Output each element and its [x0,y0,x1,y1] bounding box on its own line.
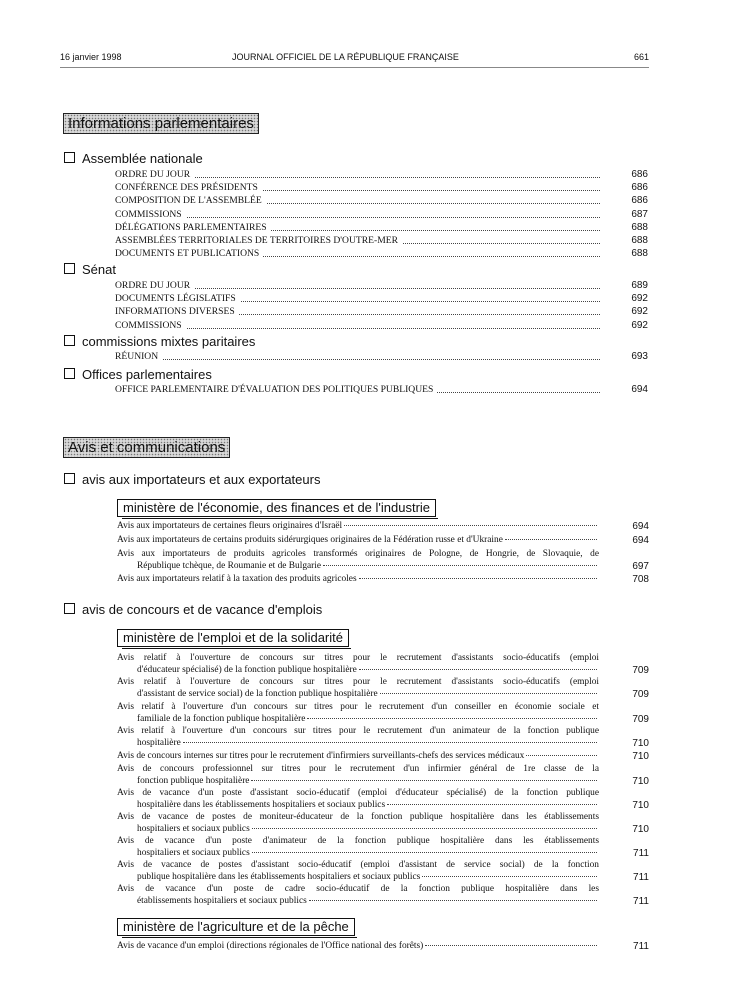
banner-informations-parlementaires: Informations parlementaires [63,113,259,134]
toc-entry [115,319,648,332]
checkbox-square-icon [64,152,75,163]
dot-leader [309,900,597,901]
avis-entry [117,836,649,859]
checkbox-square-icon [64,603,75,614]
avis-entry [117,521,649,533]
ministry-agriculture-box: ministère de l'agriculture et de la pêche [117,918,355,936]
avis-entry-line: hospitaliers et sociaux publics [117,824,599,836]
avis-entry-line: publique hospitalière dans les établissements hospitaliers et sociaux publics [117,872,599,884]
avis-entry [117,726,649,749]
avis-entry-line: Avis de vacance d'un poste d'animateur de la fonction publique hospitalière dans les établissements [117,836,599,846]
avis-entry-page: 710 [632,799,649,811]
section-assemblee-nationale [64,151,203,167]
avis-entry-text [117,751,599,763]
header-page-number: 661 [633,52,649,62]
avis-entry [117,764,649,787]
section-title: Sénat [82,262,116,277]
dot-leader [115,217,600,218]
toc-entry [115,181,648,194]
toc-entry [115,305,648,318]
toc-entry-page: 688 [631,235,648,246]
toc-entry-page: 693 [631,351,648,362]
toc-entry [115,292,648,305]
section-offices-parlementaires [64,367,212,383]
checkbox-square-icon [64,368,75,379]
toc-entry-label: DÉLÉGATIONS PARLEMENTAIRES [115,221,271,234]
avis-entry [117,574,649,586]
avis-entry-line: Avis aux importateurs de certaines fleurs originaires d'Israël [117,521,599,533]
avis-entry-line: Avis de vacance d'un emploi (directions régionales de l'Office national des forêts) [117,941,599,953]
avis-entry-page: 711 [633,871,649,883]
avis-entry-line: République tchèque, de Roumanie et de Bulgarie [117,561,599,573]
section-title: avis aux importateurs et aux exportateurs [82,472,321,487]
avis-entry-page: 710 [632,737,649,749]
avis-entry-line: Avis relatif à l'ouverture d'un concours sur titres pour le recrutement d'un conseiller en économie sociale et [117,702,599,712]
avis-entry [117,812,649,835]
toc-entry-label: OFFICE PARLEMENTAIRE D'ÉVALUATION DES POLITIQUES PUBLIQUES [115,383,437,396]
toc-entry-page: 687 [631,208,648,220]
toc-entry-label: DOCUMENTS ET PUBLICATIONS [115,247,263,260]
avis-entry-line: Avis de vacance d'un poste de cadre socio-éducatif de la fonction publique hospitalière dans les [117,884,599,894]
avis-entry-line: d'éducateur spécialisé) de la fonction publique hospitalière [117,665,599,677]
toc-entry-label: ASSEMBLÉES TERRITORIALES DE TERRITOIRES D'OUTRE-MER [115,234,402,247]
dot-leader [323,565,597,566]
toc-entry-label: ORDRE DU JOUR [115,279,194,292]
checkbox-square-icon [64,335,75,346]
avis-entry-page: 709 [632,688,649,700]
avis-entry-line: hospitalière [117,738,599,750]
toc-entry-label: COMMISSIONS [115,208,186,221]
avis-entry-page: 711 [633,847,649,859]
avis-entry-page: 711 [633,895,649,907]
avis-entry-page: 710 [632,823,649,835]
avis-entry-line: Avis relatif à l'ouverture de concours sur titres pour le recrutement d'assistants socio-éducatifs (emploi [117,653,599,663]
avis-entry-line: familiale de la fonction publique hospitalière [117,714,599,726]
avis-entry-line: établissements hospitaliers et sociaux publics [117,896,599,908]
banner-avis-communications: Avis et communications [63,437,230,458]
toc-entry [115,247,648,260]
avis-entry-text [117,549,599,572]
dot-leader [344,525,597,526]
dot-leader [526,755,597,756]
avis-entry [117,788,649,811]
avis-entry-line: Avis de vacance de postes de moniteur-éducateur de la fonction publique hospitalière dans les établissements [117,812,599,822]
toc-entry-label: DOCUMENTS LÉGISLATIFS [115,292,240,305]
avis-entry [117,549,649,572]
toc-entry-page: 686 [631,195,648,207]
dot-leader [252,852,597,853]
avis-entry-text [117,521,599,533]
avis-entry-line: hospitalière dans les établissements hospitaliers et sociaux publics [117,800,599,812]
avis-entry-page: 710 [632,751,649,762]
avis-entry-page: 710 [632,775,649,787]
dot-leader [422,876,597,877]
header-rule [60,67,649,68]
avis-entry-text [117,726,599,749]
section-commissions-mixtes [64,334,255,350]
ministry-economie-box: ministère de l'économie, des finances et de l'industrie [117,499,436,517]
avis-entry [117,884,649,907]
avis-entry-text [117,836,599,859]
section-title: Offices parlementaires [82,367,212,382]
toc-entry-page: 686 [631,182,648,194]
avis-entry-text [117,860,599,883]
section-senat [64,262,116,278]
avis-entry [117,860,649,883]
toc-entry-label: ORDRE DU JOUR [115,168,194,181]
section-avis-concours [64,602,322,618]
toc-entry-page: 694 [631,384,648,395]
toc-entry-label: COMMISSIONS [115,319,186,332]
toc-entry-page: 692 [631,293,648,305]
avis-entry-text [117,574,599,586]
avis-entry-line: hospitaliers et sociaux publics [117,848,599,860]
checkbox-square-icon [64,473,75,484]
avis-entry-text [117,941,599,953]
toc-entry [115,221,648,234]
section-title: avis de concours et de vacance d'emplois [82,602,323,617]
avis-entry-text [117,764,599,787]
header-journal-title: JOURNAL OFFICIEL DE LA RÉPUBLIQUE FRANÇAISE [232,52,459,62]
avis-entry [117,653,649,676]
dot-leader [115,359,600,360]
avis-entry-line: Avis aux importateurs de produits agricoles transformés originaires de Pologne, de Hongrie, de Slovaquie, de [117,549,599,559]
toc-entry [115,350,648,363]
avis-entry-page: 709 [632,664,649,676]
dot-leader [425,945,597,946]
avis-entry-line: Avis relatif à l'ouverture d'un concours sur titres pour le recrutement d'un animateur de la fonction publique [117,726,599,736]
avis-entry-line: Avis de vacance d'un poste d'assistant socio-éducatif (emploi d'éducateur spécialisé) de la fonction publique [117,788,599,798]
avis-entry-text [117,812,599,835]
avis-entry-line: Avis de concours professionnel sur titres pour le recrutement d'un infirmier général de 1re classe de la [117,764,599,774]
avis-entry [117,535,649,547]
dot-leader [307,718,597,719]
checkbox-square-icon [64,263,75,274]
dot-leader [505,539,597,540]
avis-entry-text [117,702,599,725]
avis-entry-page: 711 [633,941,649,952]
avis-entry-page: 694 [632,535,649,546]
toc-entry-page: 688 [631,221,648,233]
toc-entry [115,168,648,181]
avis-entry-page: 697 [632,560,649,572]
toc-entry-label: CONFÉRENCE DES PRÉSIDENTS [115,181,262,194]
avis-entry [117,677,649,700]
toc-entry [115,383,648,396]
avis-entry-line: Avis de concours internes sur titres pour le recrutement d'infirmiers surveillants-chefs des services médicaux [117,751,599,763]
dot-leader [359,669,597,670]
avis-entry-text [117,653,599,676]
avis-entry [117,751,649,763]
avis-entry-text [117,788,599,811]
toc-entry-page: 686 [631,169,648,180]
dot-leader [252,828,597,829]
dot-leader [115,328,600,329]
toc-entry [115,208,648,221]
avis-entry-line: fonction publique hospitalière [117,776,599,788]
avis-entry-line: Avis relatif à l'ouverture de concours sur titres pour le recrutement d'assistants socio-éducatifs (emploi [117,677,599,687]
dot-leader [183,742,597,743]
avis-entry-text [117,535,599,547]
avis-entry-text [117,884,599,907]
toc-entry-page: 688 [631,248,648,260]
toc-entry-page: 689 [631,280,648,291]
avis-entry-line: Avis aux importateurs de certains produits sidérurgiques originaires de la Fédération russe et d'Ukraine [117,535,599,547]
toc-entry [115,234,648,247]
avis-entry-text [117,677,599,700]
avis-entry-page: 709 [632,713,649,725]
avis-entry [117,702,649,725]
dot-leader [359,578,597,579]
avis-entry-line: d'assistant de service social) de la fonction publique hospitalière [117,689,599,701]
toc-entry-label: RÉUNION [115,350,162,363]
toc-entry [115,194,648,207]
toc-entry [115,279,648,292]
ministry-emploi-box: ministère de l'emploi et de la solidarité [117,629,349,647]
dot-leader [251,780,597,781]
avis-entry-line: Avis aux importateurs relatif à la taxation des produits agricoles [117,574,599,586]
page-header [60,52,649,66]
toc-entry-page: 692 [631,319,648,331]
avis-entry-page: 708 [632,574,649,585]
toc-entry-label: COMPOSITION DE L'ASSEMBLÉE [115,194,266,207]
avis-entry-page: 694 [632,521,649,532]
toc-entry-label: INFORMATIONS DIVERSES [115,305,239,318]
section-avis-importateurs [64,472,320,488]
header-date: 16 janvier 1998 [60,52,122,62]
dot-leader [380,693,597,694]
avis-entry-line: Avis de vacance de postes d'assistant socio-éducatif (emploi d'assistant de service social) de la fonction [117,860,599,870]
dot-leader [387,804,597,805]
section-title: Assemblée nationale [82,151,203,166]
toc-entry-page: 692 [631,306,648,318]
avis-entry [117,941,649,953]
section-title: commissions mixtes paritaires [82,334,256,349]
